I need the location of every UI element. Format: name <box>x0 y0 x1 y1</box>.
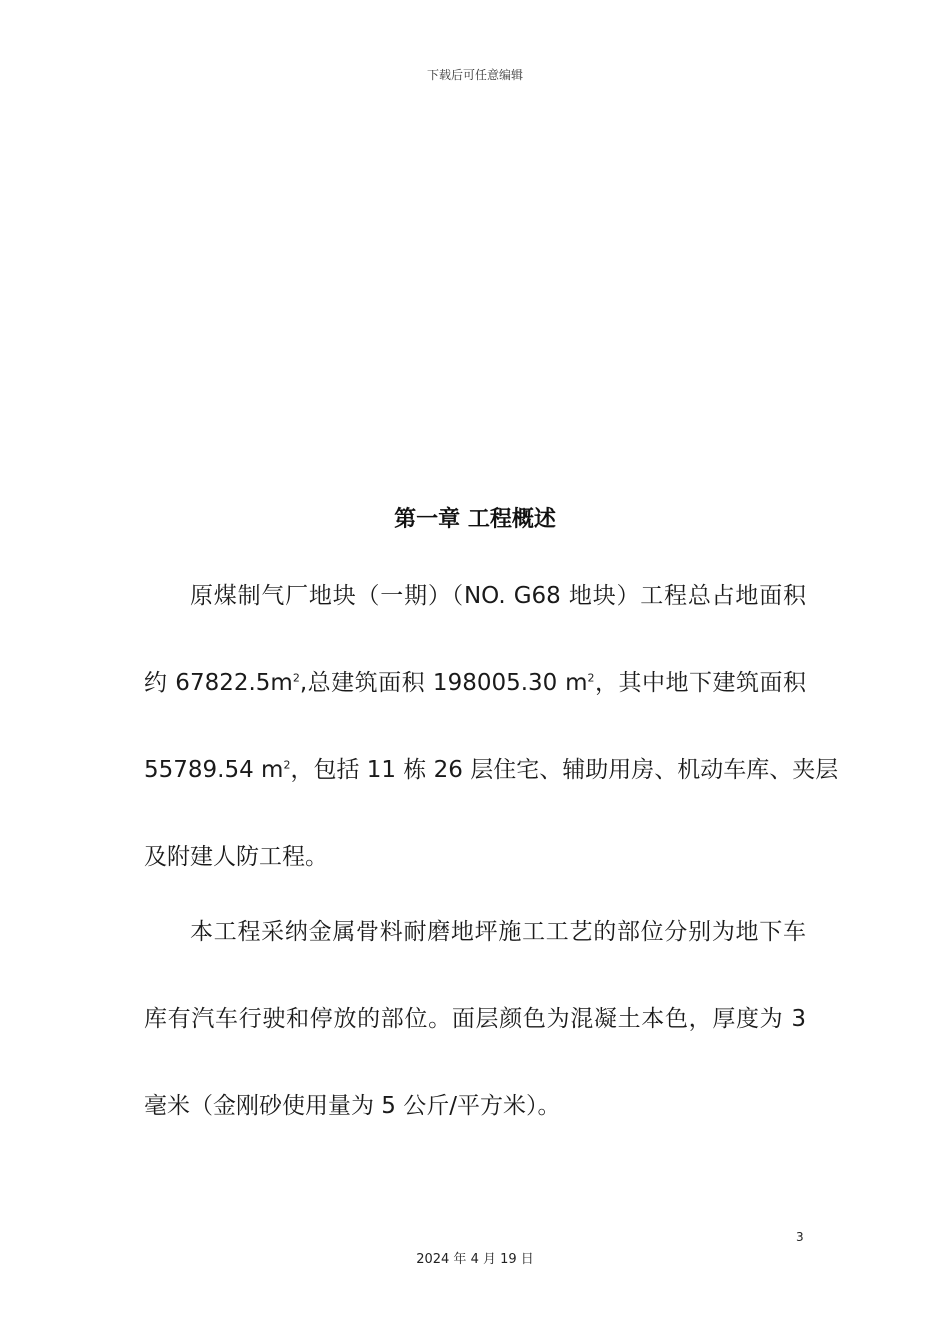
paragraph-line: 原煤制气厂地块（一期）（NO. G68 地块）工程总占地面积 <box>190 583 806 609</box>
text-run: ，其中地下建筑面积 <box>594 670 807 696</box>
text-run: ,总建筑面积 198005.30 m <box>299 670 588 696</box>
paragraph-line: 毫米（金刚砂使用量为 5 公斤/平方米）。 <box>144 1093 561 1119</box>
superscript: 2 <box>587 671 595 685</box>
superscript: 2 <box>283 758 291 772</box>
text-run: 55789.54 m <box>144 757 284 783</box>
paragraph-line: 库有汽车行驶和停放的部位。面层颜色为混凝土本色，厚度为 3 <box>144 1006 806 1032</box>
chapter-title: 第一章 工程概述 <box>394 507 556 532</box>
page-number: 3 <box>796 1230 804 1244</box>
paragraph-line <box>144 754 839 786</box>
text-run: ，包括 11 栋 26 层住宅、辅助用房、机动车库、夹层 <box>290 757 839 783</box>
header-note: 下载后可任意编辑 <box>426 68 523 82</box>
paragraph-line: 本工程采纳金属骨料耐磨地坪施工工艺的部位分别为地下车 <box>190 919 806 945</box>
paragraph-line <box>144 667 806 699</box>
footer-date: 2024 年 4 月 19 日 <box>416 1252 534 1267</box>
paragraph-line: 及附建人防工程。 <box>144 844 328 870</box>
text-run: 约 67822.5m <box>144 670 293 696</box>
superscript: 2 <box>292 671 300 685</box>
